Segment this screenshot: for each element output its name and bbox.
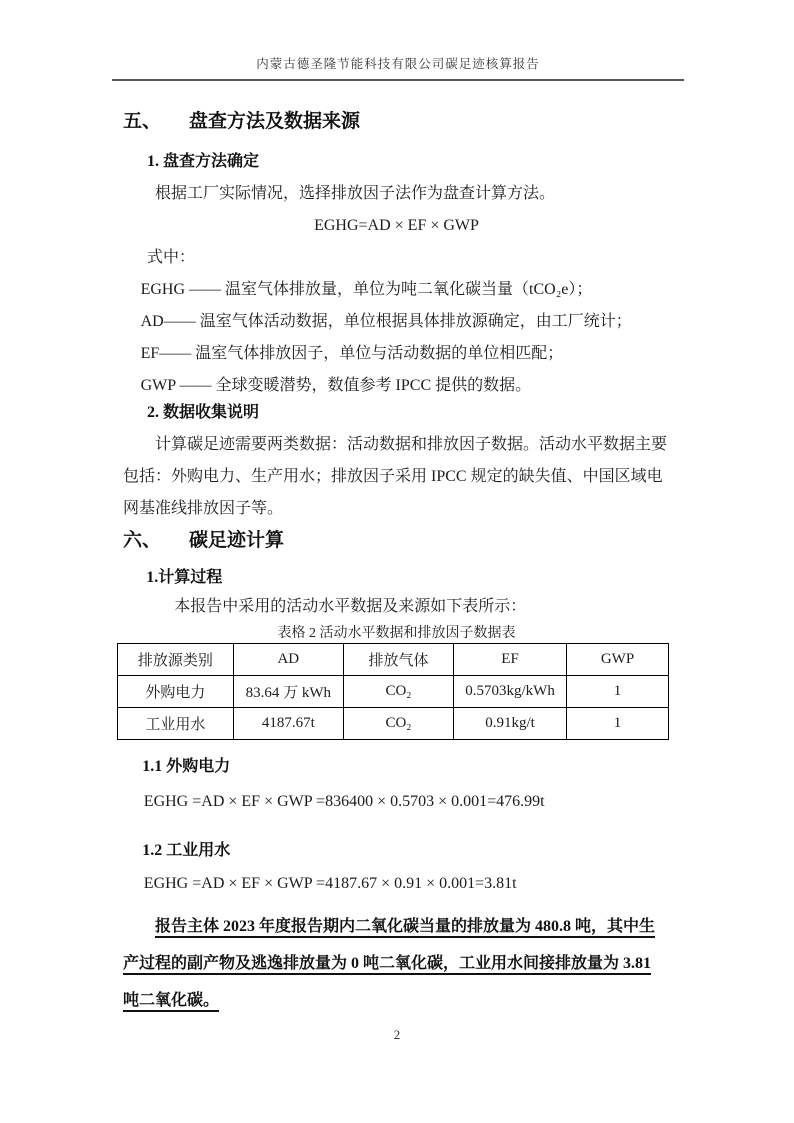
activity-data-table bbox=[117, 643, 669, 740]
table-header-cell: AD bbox=[233, 644, 343, 676]
formula-intro-label: 式中： bbox=[147, 249, 196, 266]
table-header-cell: EF bbox=[454, 644, 567, 676]
electricity-calculation-formula: EGHG =AD × EF × GWP =836400 × 0.5703 × 0.001=476.99t bbox=[143, 793, 545, 810]
table-header-row bbox=[118, 644, 669, 676]
subsection-6-1-paragraph: 本报告中采用的活动水平数据及来源如下表所示： bbox=[174, 598, 527, 615]
table-cell: 1 bbox=[567, 708, 669, 740]
table-header-cell: 排放气体 bbox=[343, 644, 453, 676]
table-cell: 83.64 万 kWh bbox=[233, 676, 343, 708]
table-cell: 4187.67t bbox=[233, 708, 343, 740]
section-6-title: 碳足迹计算 bbox=[189, 530, 285, 551]
page-content bbox=[123, 108, 670, 1019]
subsection-6-1-1-heading: 1.1 外购电力 bbox=[142, 758, 231, 775]
table-cell: CO₂ bbox=[343, 676, 453, 708]
table-cell: CO₂ bbox=[343, 708, 453, 740]
table-cell: 1 bbox=[567, 676, 669, 708]
page-header-title: 内蒙古德圣隆节能科技有限公司碳足迹核算报告 bbox=[256, 57, 540, 71]
table-cell: 外购电力 bbox=[118, 676, 234, 708]
definition-ad: AD—— 温室气体活动数据，单位根据具体排放源确定，由工厂统计； bbox=[140, 313, 632, 330]
subsection-5-1-paragraph: 根据工厂实际情况，选择排放因子法作为盘查计算方法。 bbox=[155, 185, 556, 202]
section-5-heading bbox=[123, 108, 670, 136]
table-row-water bbox=[118, 708, 669, 740]
section-5-number: 五、 bbox=[123, 111, 162, 132]
section-6-heading bbox=[123, 527, 670, 555]
eghg-formula: EGHG=AD × EF × GWP bbox=[314, 217, 479, 234]
table-header-cell: GWP bbox=[567, 644, 669, 676]
table-header-cell: 排放源类别 bbox=[118, 644, 234, 676]
subsection-6-1-2-heading: 1.2 工业用水 bbox=[142, 842, 231, 859]
conclusion-paragraph: 报告主体 2023 年度报告期内二氧化碳当量的排放量为 480.8 吨，其中生产过程的副产物及逃逸排放量为 0 吨二氧化碳，工业用水间接排放量为 3.81 吨二氧化碳。 bbox=[123, 918, 656, 1009]
subsection-5-2-heading: 2. 数据收集说明 bbox=[147, 404, 260, 421]
table-row-electricity bbox=[118, 676, 669, 708]
section-5-title: 盘查方法及数据来源 bbox=[189, 111, 361, 132]
table-cell: 0.91kg/t bbox=[454, 708, 567, 740]
section-6-number: 六、 bbox=[123, 530, 162, 551]
definition-eghg: EGHG —— 温室气体排放量，单位为吨二氧化碳当量（tCO₂e）； bbox=[140, 281, 593, 298]
definition-ef: EF—— 温室气体排放因子，单位与活动数据的单位相匹配； bbox=[140, 345, 564, 362]
water-calculation-formula: EGHG =AD × EF × GWP =4187.67 × 0.91 × 0.001=3.81t bbox=[143, 875, 517, 892]
table-cell: 工业用水 bbox=[118, 708, 234, 740]
subsection-5-1-heading: 1. 盘查方法确定 bbox=[147, 153, 260, 170]
subsection-5-2-paragraph: 计算碳足迹需要两类数据：活动数据和排放因子数据。活动水平数据主要包括：外购电力、生产用水；排放因子采用 IPCC 规定的缺失值、中国区域电网基准线排放因子等。 bbox=[123, 436, 668, 517]
formula-definitions-list bbox=[123, 274, 670, 402]
page-footer bbox=[0, 1027, 794, 1043]
definition-gwp: GWP —— 全球变暖潜势，数值参考 IPCC 提供的数据。 bbox=[140, 377, 532, 394]
page-header bbox=[112, 54, 684, 81]
table-caption: 表格 2 活动水平数据和排放因子数据表 bbox=[277, 626, 516, 641]
page-number: 2 bbox=[393, 1027, 401, 1042]
table-cell: 0.5703kg/kWh bbox=[454, 676, 567, 708]
subsection-6-1-heading: 1.计算过程 bbox=[146, 569, 223, 586]
